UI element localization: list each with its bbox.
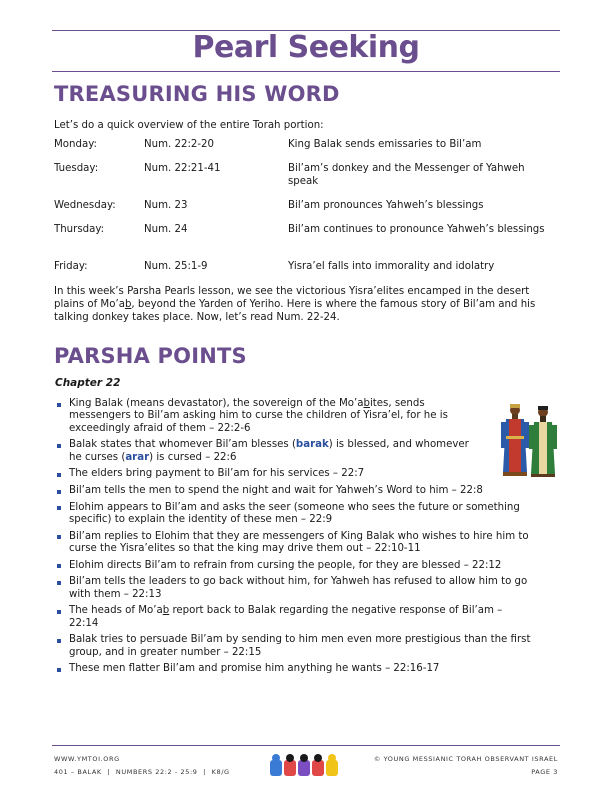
list-item bbox=[55, 439, 469, 464]
schedule-ref: Num. 25:1-9 bbox=[144, 261, 208, 272]
schedule-day: Monday: bbox=[54, 139, 97, 150]
chapter-label: Chapter 22 bbox=[55, 377, 121, 389]
footer-page: PAGE 3 bbox=[531, 768, 558, 776]
footer-lesson: 401 – BALAK bbox=[54, 768, 102, 776]
item-text: King Balak (means devastator), the sovereign of the Mo’a bbox=[69, 398, 364, 409]
schedule-desc: Bil’am’s donkey and the Messenger of Yahweh speak bbox=[288, 163, 525, 187]
item-text: ) is blessed, and whomever he curses ( bbox=[69, 439, 469, 463]
title-rule bbox=[52, 71, 560, 72]
lesson-intro-paragraph bbox=[54, 285, 559, 324]
footer-range: NUMBERS 22:2 - 25:9 bbox=[115, 768, 198, 776]
section-heading-treasuring: TREASURING HIS WORD bbox=[54, 82, 340, 106]
item-text: Balak states that whomever Bil’am blesses ( bbox=[69, 439, 296, 451]
schedule-desc: Bil’am pronounces Yahweh’s blessings bbox=[288, 200, 484, 211]
schedule-row bbox=[54, 224, 554, 261]
hebrew-word: barak bbox=[295, 439, 329, 451]
item-text: report back to Balak regarding the negative response of Bil’am – 22:14 bbox=[69, 605, 503, 629]
list-item: Elohim directs Bil’am to refrain from cursing the people, for they are blessed – 22:12 bbox=[55, 560, 550, 572]
schedule-day: Thursday: bbox=[54, 224, 105, 235]
footer-site: WWW.YMTOI.ORG bbox=[54, 755, 120, 763]
para-text: , beyond the Yarden of Yeriho. Here is where the famous story of Bil’am and his talking donkey takes place. Now, let’s read Num. 22-24. bbox=[54, 299, 536, 323]
schedule-desc: Yisra’el falls into immorality and idolatry bbox=[288, 261, 495, 272]
schedule-ref: Num. 23 bbox=[144, 200, 188, 211]
schedule-ref: Num. 22:21-41 bbox=[144, 163, 221, 174]
item-text: b bbox=[363, 398, 370, 409]
schedule-desc: King Balak sends emissaries to Bil’am bbox=[288, 139, 482, 150]
item-text: b bbox=[162, 605, 170, 617]
schedule-day: Tuesday: bbox=[54, 163, 99, 174]
points-list bbox=[55, 398, 550, 680]
schedule-row bbox=[54, 163, 554, 200]
list-item: Bil’am tells the men to spend the night and wait for Yahweh’s Word to him – 22:8 bbox=[55, 485, 550, 497]
footer-copyright: © YOUNG MESSIANIC TORAH OBSERVANT ISRAEL bbox=[373, 755, 558, 763]
schedule-row bbox=[54, 139, 554, 163]
schedule-day: Friday: bbox=[54, 261, 88, 272]
para-text: In this week’s Parsha Pearls lesson, we see the victorious Yisra’elites encamped in the desert plains of Mo’a bbox=[54, 286, 530, 310]
section-heading-parsha-points: PARSHA POINTS bbox=[54, 344, 247, 368]
item-text: The heads of Mo’a bbox=[69, 605, 163, 617]
list-item: These men flatter Bil’am and promise him anything he wants – 22:16-17 bbox=[55, 663, 550, 675]
list-item: Elohim appears to Bil’am and asks the seer (someone who sees the future or something specific) to explain the identity of these men – 22:9 bbox=[55, 502, 550, 527]
footer-level: K8/G bbox=[211, 768, 230, 776]
ymtoi-logo-icon bbox=[268, 752, 344, 780]
overview-intro: Let’s do a quick overview of the entire Torah portion: bbox=[54, 120, 324, 131]
list-item: Balak tries to persuade Bil’am by sending to him men even more prestigious than the first group, and in greater number – 22:15 bbox=[55, 634, 550, 659]
two-men-illustration bbox=[498, 402, 560, 478]
list-item: Bil’am replies to Elohim that they are messengers of King Balak who wishes to hire him to curse the Yisra’elites so that the king may drive them out – 22:10-11 bbox=[55, 531, 550, 556]
schedule-desc: Bil’am continues to pronounce Yahweh’s blessings bbox=[288, 224, 545, 235]
list-item bbox=[55, 398, 469, 435]
footer-divider: | bbox=[203, 768, 206, 776]
schedule-ref: Num. 24 bbox=[144, 224, 188, 235]
item-text: ites, sends messengers to Bil’am asking him to curse the children of Yisra’el, for he is exceedingly afraid of them – 22:2-6 bbox=[69, 398, 448, 434]
footer-lesson-info bbox=[54, 768, 230, 776]
hebrew-word: arar bbox=[125, 451, 150, 463]
list-item bbox=[55, 605, 519, 630]
para-text: b bbox=[124, 299, 132, 310]
footer-rule bbox=[52, 745, 560, 746]
footer-divider: | bbox=[107, 768, 111, 776]
schedule-row bbox=[54, 261, 554, 277]
schedule-table bbox=[54, 139, 554, 277]
schedule-row bbox=[54, 200, 554, 224]
page-title: Pearl Seeking bbox=[192, 30, 420, 65]
list-item: The elders bring payment to Bil’am for his services – 22:7 bbox=[55, 468, 550, 480]
schedule-day: Wednesday: bbox=[54, 200, 116, 211]
schedule-ref: Num. 22:2-20 bbox=[144, 139, 214, 150]
item-text: ) is cursed – 22:6 bbox=[149, 451, 237, 463]
list-item: Bil’am tells the leaders to go back without him, for Yahweh has refused to allow him to go with them – 22:13 bbox=[55, 576, 550, 601]
